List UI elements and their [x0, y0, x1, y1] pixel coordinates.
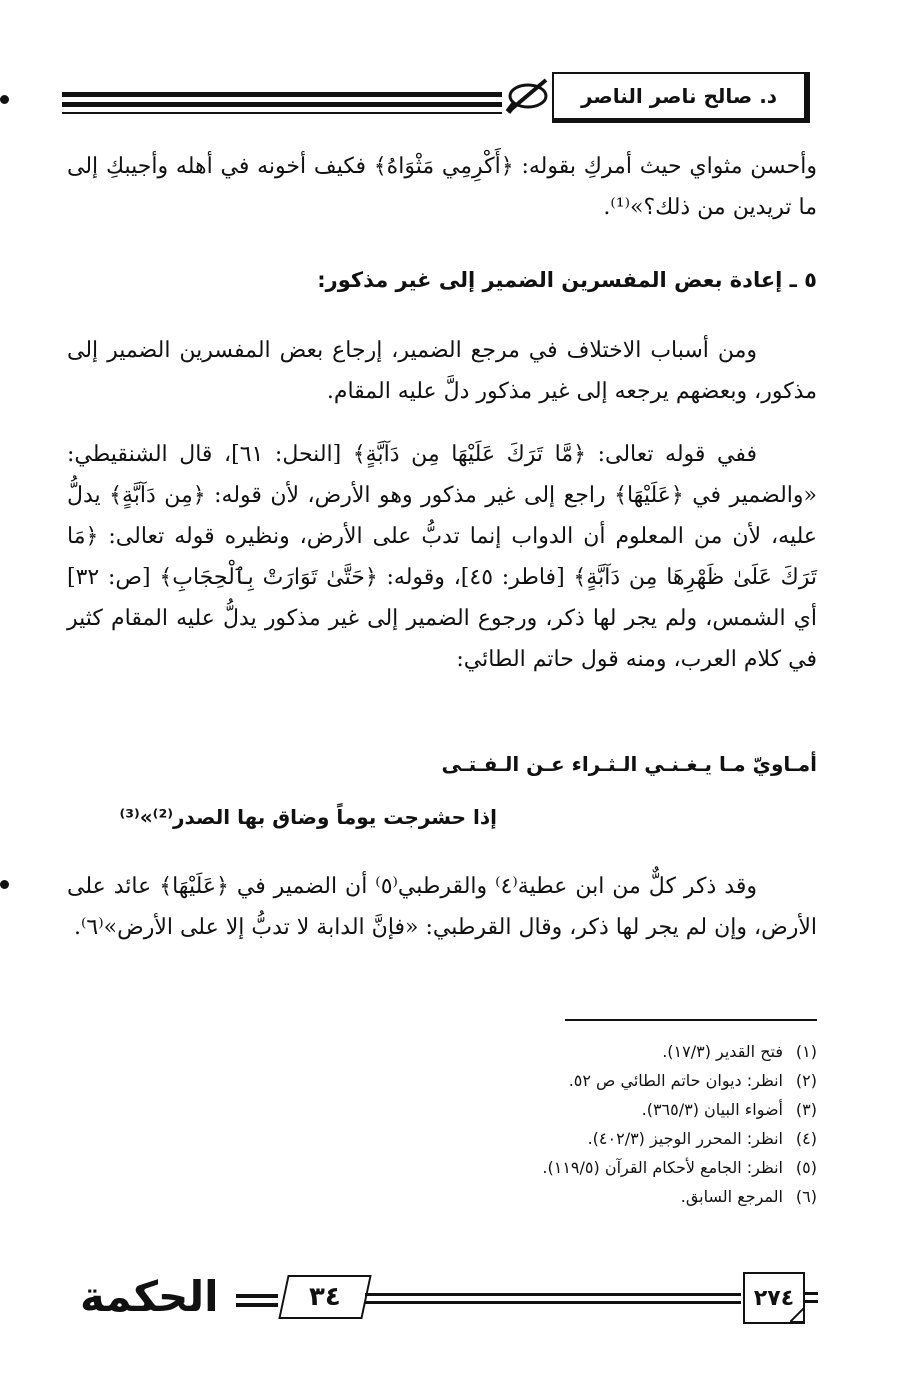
footnote-item — [317, 1037, 817, 1066]
issue-number-box — [278, 1275, 371, 1319]
footnote-number: (٣) — [795, 1100, 817, 1119]
footnote-item — [317, 1153, 817, 1182]
footnote-text: انظر: الجامع لأحكام القرآن (١١٩/٥). — [542, 1158, 783, 1177]
footnote-text: أضواء البيان (٣٦٥/٣). — [641, 1100, 783, 1119]
footnote-text: المرجع السابق. — [680, 1187, 783, 1206]
footnote-number: (٦) — [795, 1187, 817, 1206]
issue-number: ٣٤ — [309, 1282, 341, 1312]
author-name: د. صالح ناصر الناصر — [552, 72, 810, 123]
footnote-item — [317, 1066, 817, 1095]
margin-dot-middle — [0, 880, 9, 889]
footnote-number: (١) — [795, 1042, 817, 1061]
page-number: ٢٧٤ — [743, 1272, 805, 1324]
footnote-item — [317, 1124, 817, 1153]
footnote-text: فتح القدير (١٧/٣). — [662, 1042, 783, 1061]
pen-icon — [500, 74, 552, 118]
footnote-text: انظر: المحرر الوجيز (٤٠٢/٣). — [587, 1129, 783, 1148]
section-heading: ٥ ـ إعادة بعض المفسرين الضمير إلى غير مذكور: — [317, 268, 817, 292]
footnote-number: (٢) — [795, 1071, 817, 1090]
magazine-logo: الحكمة — [80, 1272, 219, 1321]
margin-dot-top — [0, 95, 9, 104]
paragraph-3: ففي قوله تعالى: ﴿مَّا تَرَكَ عَلَيْهَا مِن دَآبَّةٍ﴾ [النحل: ٦١]، قال الشنقيطي: «والضمير في ﴿عَلَيْهَا﴾ راجع إلى غير مذكور وهو الأرض، لأن قوله: ﴿مِن دَآبَّةٍ﴾ يدلُّ عليه، لأن من المعلوم أن الدواب إنما تدبُّ على الأرض، ونظيره قوله تعالى: ﴿مَا تَرَكَ عَلَىٰ ظَهْرِهَا مِن دَآبَّةٍ﴾ [فاطر: ٤٥]، وقوله: ﴿حَتَّىٰ تَوَارَتْ بِٱلْحِجَابِ﴾ [ص: ٣٢] أي الشمس، ولم يجر لها ذكر، ورجوع الضمير إلى غير مذكور يدلُّ عليه المقام كثير في كلام العرب، ومنه قول حاتم الطائي: — [67, 442, 817, 672]
footer-right-bars — [804, 1292, 818, 1308]
footer-separator — [236, 1294, 278, 1312]
poem-verse-2: إذا حشرجت يوماً وضاق بها الصدر⁽²⁾»⁽³⁾ — [119, 805, 497, 829]
footer-rule-bottom — [365, 1301, 741, 1304]
paragraph-4: وقد ذكر كلٌّ من ابن عطية⁽٤⁾ والقرطبي⁽٥⁾ أن الضمير في ﴿عَلَيْهَا﴾ عائد على الأرض، وإن لم يجر لها ذكر، وقال القرطبي: «فإنَّ الدابة لا تدبُّ إلا على الأرض»⁽٦⁾. — [67, 874, 817, 940]
header-rule — [62, 92, 502, 114]
footnote-item — [317, 1182, 817, 1211]
footnote-number: (٤) — [795, 1129, 817, 1148]
footnote-rule — [565, 1019, 817, 1021]
poem-verse-1: أمـاويّ مـا يـغـنـي الـثـراء عـن الـفـتـى — [441, 752, 817, 776]
paragraph-1: وأحسن مثواي حيث أمركِ بقوله: ﴿أَكْرِمِي مَثْوَاهُ﴾ فكيف أخونه في أهله وأجيبكِ إلى ما تريدين من ذلك؟»⁽¹⁾. — [67, 154, 817, 220]
footnote-item — [317, 1095, 817, 1124]
footnote-text: انظر: ديوان حاتم الطائي ص ٥٢. — [568, 1071, 783, 1090]
footnote-number: (٥) — [795, 1158, 817, 1177]
footer-rule-top — [365, 1293, 741, 1296]
page-corner-icon — [790, 1308, 804, 1322]
paragraph-2: ومن أسباب الاختلاف في مرجع الضمير، إرجاع بعض المفسرين الضمير إلى مذكور، وبعضهم يرجعه إلى غير مذكور دلَّ عليه المقام. — [67, 338, 817, 404]
footnotes-list — [317, 1037, 817, 1211]
